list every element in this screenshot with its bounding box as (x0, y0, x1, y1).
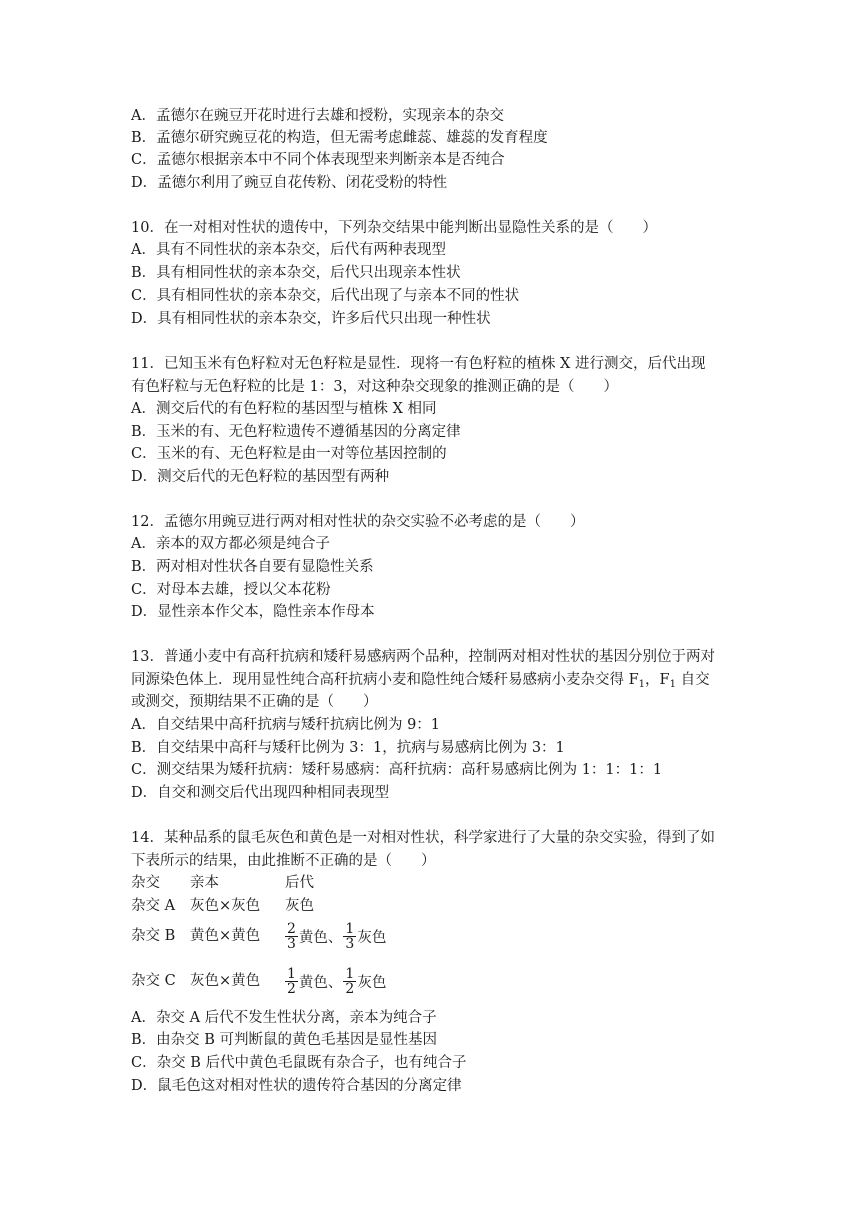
q12-option-a: A．亲本的双方都必须是纯合子 (131, 536, 330, 552)
q11-option-d: D．测交后代的无色籽粒的基因型有两种 (131, 469, 390, 485)
q13-subscript-1: 1 (638, 679, 646, 690)
q10-stem: 10．在一对相对性状的遗传中，下列杂交结果中能判断出显隐性关系的是（ ） (131, 220, 657, 236)
fraction-denominator: 2 (345, 980, 355, 997)
table-row-b-offspring (284, 916, 386, 956)
fraction-one-half (343, 967, 356, 996)
q12-option-d: D．显性亲本作父本，隐性亲本作母本 (131, 604, 375, 620)
fraction-one-third (343, 922, 356, 951)
table-row-c-parents: 灰色×黄色 (190, 973, 261, 989)
fraction-denominator: 2 (287, 980, 296, 997)
q13-stem-line2-part2: ，F (645, 672, 670, 688)
table-row-a-cross: 杂交 A (131, 898, 176, 914)
q11-stem-line1: 11．已知玉米有色籽粒对无色籽粒是显性．现将一有色籽粒的植株 X 进行测交，后代出现 (131, 356, 706, 372)
table-row-a-parents: 灰色×灰色 (190, 898, 261, 914)
table-row-b-parents: 黄色×黄色 (190, 928, 261, 944)
q10-option-b: B．具有相同性状的亲本杂交，后代只出现亲本性状 (131, 265, 461, 281)
q9-option-a: A．孟德尔在豌豆开花时进行去雄和授粉，实现亲本的杂交 (131, 108, 504, 124)
q12-option-b: B．两对相对性状各自要有显隐性关系 (131, 559, 374, 575)
q14-option-a: A．杂交 A 后代不发生性状分离，亲本为纯合子 (131, 1010, 437, 1026)
fraction-numerator: 2 (287, 920, 296, 937)
table-header-cross: 杂交 (131, 875, 160, 891)
fraction-denominator: 3 (345, 935, 355, 952)
q13-stem-line1: 13．普通小麦中有高秆抗病和矮秆易感病两个品种，控制两对相对性状的基因分别位于两对 (131, 649, 715, 665)
q13-stem-line2 (131, 670, 710, 690)
q11-option-b: B．玉米的有、无色籽粒遗传不遵循基因的分离定律 (131, 424, 461, 440)
table-row-a-offspring: 灰色 (285, 898, 314, 914)
q9-option-d: D．孟德尔利用了豌豆自花传粉、闭花受粉的特性 (131, 175, 448, 191)
q11-option-a: A．测交后代的有色籽粒的基因型与植株 X 相同 (131, 401, 437, 417)
q14-option-c: C．杂交 B 后代中黄色毛鼠既有杂合子，也有纯合子 (131, 1055, 467, 1071)
q13-stem-line2-part3: 自交 (675, 672, 710, 688)
q13-option-b: B．自交结果中高秆与矮秆比例为 3：1，抗病与易感病比例为 3：1 (131, 740, 565, 756)
q12-option-c: C．对母本去雄，授以父本花粉 (131, 582, 331, 598)
table-header-parents: 亲本 (190, 875, 219, 891)
q10-option-a: A．具有不同性状的亲本杂交，后代有两种表现型 (131, 242, 446, 258)
fraction-one-half (285, 967, 298, 996)
table-row-c-offspring (284, 961, 386, 1001)
q13-option-c: C．测交结果为矮秆抗病：矮秆易感病：高秆抗病：高秆易感病比例为 1：1：1：1 (131, 762, 663, 778)
q9-option-b: B．孟德尔研究豌豆花的构造，但无需考虑雌蕊、雄蕊的发育程度 (131, 130, 548, 146)
q11-stem-line2: 有色籽粒与无色籽粒的比是 1：3，对这种杂交现象的推测正确的是（ ） (131, 379, 619, 395)
table-header-offspring: 后代 (285, 875, 314, 891)
q13-subscript-2: 1 (669, 679, 676, 690)
q14-option-b: B．由杂交 B 可判断鼠的黄色毛基因是显性基因 (131, 1032, 438, 1048)
fraction-numerator: 1 (345, 965, 355, 982)
q12-stem: 12．孟德尔用豌豆进行两对相对性状的杂交实验不必考虑的是（ ） (131, 514, 585, 530)
fraction-numerator: 1 (287, 965, 296, 982)
q14-stem-line1: 14．某种品系的鼠毛灰色和黄色是一对相对性状，科学家进行了大量的杂交实验，得到了如 (131, 830, 715, 846)
fraction-numerator: 1 (345, 920, 355, 937)
offspring-label-yellow: 黄色、 (298, 929, 343, 946)
offspring-label-gray: 灰色 (357, 929, 387, 946)
q13-option-a: A．自交结果中高秆抗病与矮秆抗病比例为 9：1 (131, 717, 441, 733)
q14-option-d: D．鼠毛色这对相对性状的遗传符合基因的分离定律 (131, 1078, 462, 1094)
q13-option-d: D．自交和测交后代出现四种相同表现型 (131, 785, 390, 801)
q10-option-d: D．具有相同性状的亲本杂交，许多后代只出现一种性状 (131, 311, 491, 327)
offspring-label-yellow: 黄色、 (298, 974, 343, 991)
q10-option-c: C．具有相同性状的亲本杂交，后代出现了与亲本不同的性状 (131, 288, 520, 304)
q13-stem-line2-part1: 同源染色体上．现用显性纯合高秆抗病小麦和隐性纯合矮秆易感病小麦杂交得 F (131, 672, 639, 688)
fraction-two-thirds (285, 922, 298, 951)
q13-stem-line3: 或测交，预期结果不正确的是（ ） (131, 694, 378, 710)
table-row-b-cross: 杂交 B (131, 928, 176, 944)
table-row-c-cross: 杂交 C (131, 973, 176, 989)
q9-option-c: C．孟德尔根据亲本中不同个体表现型来判断亲本是否纯合 (131, 152, 505, 168)
fraction-denominator: 3 (287, 935, 296, 952)
q14-stem-line2: 下表所示的结果，由此推断不正确的是（ ） (131, 853, 436, 869)
offspring-label-gray: 灰色 (357, 974, 387, 991)
q11-option-c: C．玉米的有、无色籽粒是由一对等位基因控制的 (131, 446, 447, 462)
